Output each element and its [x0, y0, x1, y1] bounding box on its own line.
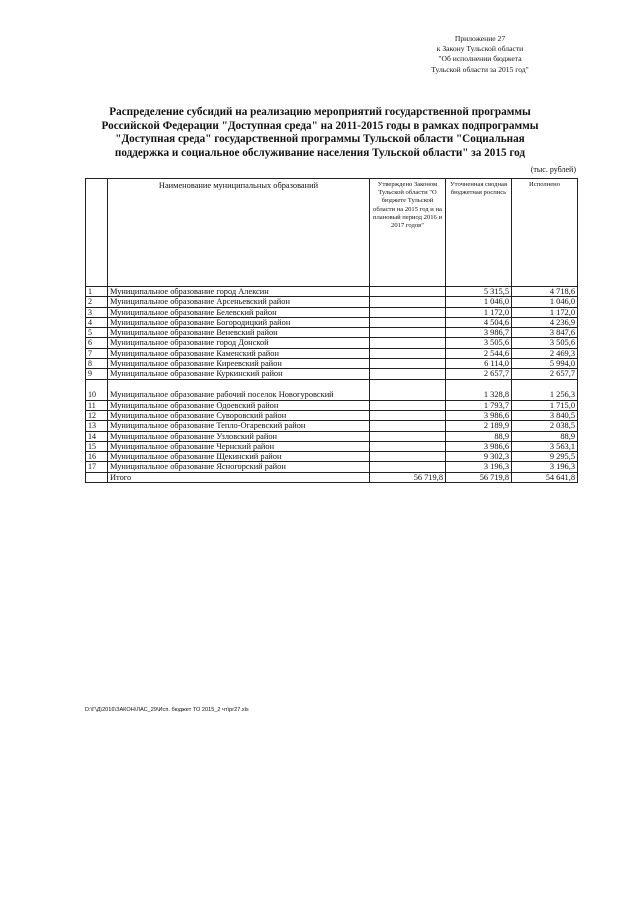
row-executed: 3 196,3 — [512, 462, 578, 472]
table-row — [86, 328, 578, 338]
row-municipality: Муниципальное образование Чернский район — [108, 441, 370, 451]
row-municipality: Муниципальное образование город Алексин — [108, 287, 370, 297]
row-approved — [370, 431, 446, 441]
appendix-note — [360, 34, 600, 75]
table-row — [86, 338, 578, 348]
row-executed: 4 236,9 — [512, 317, 578, 327]
row-refined: 3 986,7 — [446, 328, 512, 338]
row-executed: 1 046,0 — [512, 297, 578, 307]
row-executed: 1 715,0 — [512, 400, 578, 410]
row-number: 1 — [86, 287, 108, 297]
title-line: Распределение субсидий на реализацию мероприятий государственной программы — [109, 106, 531, 118]
row-refined: 88,9 — [446, 431, 512, 441]
row-approved — [370, 317, 446, 327]
row-approved — [370, 410, 446, 420]
row-number: 8 — [86, 359, 108, 369]
row-approved — [370, 452, 446, 462]
row-number: 14 — [86, 431, 108, 441]
row-municipality: Муниципальное образование город Донской — [108, 338, 370, 348]
row-executed: 54 641,8 — [512, 472, 578, 482]
row-number: 5 — [86, 328, 108, 338]
title-line: поддержка и социальное обслуживание населения Тульской области" за 2015 год — [114, 146, 526, 159]
row-number: 12 — [86, 410, 108, 420]
row-municipality: Муниципальное образование Куркинский район — [108, 369, 370, 379]
row-executed: 9 295,5 — [512, 452, 578, 462]
header-approved: Утверждено Законом Тульской области "О бюджете Тульской области на 2015 год и на плановый период 2016 и 2017 годов" — [370, 179, 446, 287]
row-number: 3 — [86, 307, 108, 317]
document-title — [60, 106, 580, 160]
row-executed: 2 038,5 — [512, 421, 578, 431]
header-municipality: Наименование муниципальных образований — [108, 179, 370, 287]
row-municipality: Муниципальное образование Узловский район — [108, 431, 370, 441]
row-municipality: Муниципальное образование рабочий поселок Новогуровский — [108, 379, 370, 400]
row-approved — [370, 369, 446, 379]
units-label: (тыс. рублей) — [530, 165, 576, 174]
row-municipality: Муниципальное образование Суворовский район — [108, 410, 370, 420]
row-executed: 3 840,5 — [512, 410, 578, 420]
row-municipality: Муниципальное образование Богородицкий район — [108, 317, 370, 327]
row-executed: 3 847,6 — [512, 328, 578, 338]
row-number: 6 — [86, 338, 108, 348]
table-row — [86, 462, 578, 472]
table-row — [86, 452, 578, 462]
subsidy-table — [85, 178, 578, 483]
total-row — [86, 472, 578, 482]
row-municipality: Муниципальное образование Ясногорский район — [108, 462, 370, 472]
row-refined: 5 315,5 — [446, 287, 512, 297]
row-executed: 5 994,0 — [512, 359, 578, 369]
row-approved — [370, 400, 446, 410]
title-line: Российской Федерации "Доступная среда" на 2011-2015 годы в рамках подпрограммы — [101, 119, 539, 132]
header-executed: Исполнено — [512, 179, 578, 287]
appendix-line: Приложение 27 — [454, 34, 506, 43]
table-row — [86, 421, 578, 431]
appendix-line: "Об исполнении бюджета — [438, 54, 522, 64]
row-refined: 6 114,0 — [446, 359, 512, 369]
row-executed: 3 563,1 — [512, 441, 578, 451]
row-municipality: Итого — [108, 472, 370, 482]
table-row — [86, 287, 578, 297]
row-executed: 4 718,6 — [512, 287, 578, 297]
row-refined: 2 189,9 — [446, 421, 512, 431]
row-municipality: Муниципальное образование Белевский район — [108, 307, 370, 317]
row-number: 7 — [86, 348, 108, 358]
table-row — [86, 297, 578, 307]
header-number — [86, 179, 108, 287]
row-number: 2 — [86, 297, 108, 307]
row-municipality: Муниципальное образование Киреевский район — [108, 359, 370, 369]
row-approved — [370, 297, 446, 307]
row-executed: 88,9 — [512, 431, 578, 441]
appendix-line: к Закону Тульской области — [436, 44, 524, 54]
row-refined: 4 504,6 — [446, 317, 512, 327]
table-row — [86, 400, 578, 410]
row-approved — [370, 379, 446, 400]
table-row — [86, 410, 578, 420]
title-line: "Доступная среда" государственной программы Тульской области "Социальная — [115, 133, 525, 146]
row-approved — [370, 359, 446, 369]
row-number: 16 — [86, 452, 108, 462]
table-row — [86, 431, 578, 441]
table-row — [86, 441, 578, 451]
table-row — [86, 307, 578, 317]
row-refined: 9 302,3 — [446, 452, 512, 462]
row-refined: 3 986,6 — [446, 410, 512, 420]
file-path-footer: D:\Г\Д\2016\ЗАКОН\ЛАС_29\Исп. бюджет ТО 2015_2 чт\pr27.xls — [85, 707, 249, 713]
row-approved — [370, 338, 446, 348]
row-approved — [370, 348, 446, 358]
row-approved — [370, 421, 446, 431]
row-approved: 56 719,8 — [370, 472, 446, 482]
row-refined: 1 328,8 — [446, 379, 512, 400]
row-executed: 2 469,3 — [512, 348, 578, 358]
table-body — [86, 287, 578, 483]
row-refined: 1 172,0 — [446, 307, 512, 317]
row-refined: 56 719,8 — [446, 472, 512, 482]
row-refined: 2 657,7 — [446, 369, 512, 379]
row-municipality: Муниципальное образование Каменский район — [108, 348, 370, 358]
table-row — [86, 348, 578, 358]
row-number: 4 — [86, 317, 108, 327]
table-row — [86, 317, 578, 327]
row-refined: 1 793,7 — [446, 400, 512, 410]
row-municipality: Муниципальное образование Щекинский район — [108, 452, 370, 462]
table-row — [86, 379, 578, 400]
row-refined: 2 544,6 — [446, 348, 512, 358]
row-executed: 1 172,0 — [512, 307, 578, 317]
row-municipality: Муниципальное образование Одоевский район — [108, 400, 370, 410]
row-executed: 1 256,3 — [512, 379, 578, 400]
table-row — [86, 359, 578, 369]
header-refined: Уточненная сводная бюджетная роспись — [446, 179, 512, 287]
row-number: 11 — [86, 400, 108, 410]
row-municipality: Муниципальное образование Веневский район — [108, 328, 370, 338]
row-approved — [370, 287, 446, 297]
row-refined: 3 505,6 — [446, 338, 512, 348]
row-executed: 2 657,7 — [512, 369, 578, 379]
row-number: 15 — [86, 441, 108, 451]
appendix-line: Тульской области за 2015 год" — [431, 64, 529, 74]
row-refined: 3 196,3 — [446, 462, 512, 472]
row-number: 9 — [86, 369, 108, 379]
table-header-row — [86, 179, 578, 287]
row-refined: 3 986,6 — [446, 441, 512, 451]
row-number: 13 — [86, 421, 108, 431]
table-row — [86, 369, 578, 379]
row-municipality: Муниципальное образование Тепло-Огаревский район — [108, 421, 370, 431]
row-refined: 1 046,0 — [446, 297, 512, 307]
row-municipality: Муниципальное образование Арсеньевский район — [108, 297, 370, 307]
row-approved — [370, 328, 446, 338]
row-executed: 3 505,6 — [512, 338, 578, 348]
row-approved — [370, 441, 446, 451]
row-number — [86, 472, 108, 482]
row-approved — [370, 307, 446, 317]
row-number: 17 — [86, 462, 108, 472]
row-number: 10 — [86, 379, 108, 400]
row-approved — [370, 462, 446, 472]
